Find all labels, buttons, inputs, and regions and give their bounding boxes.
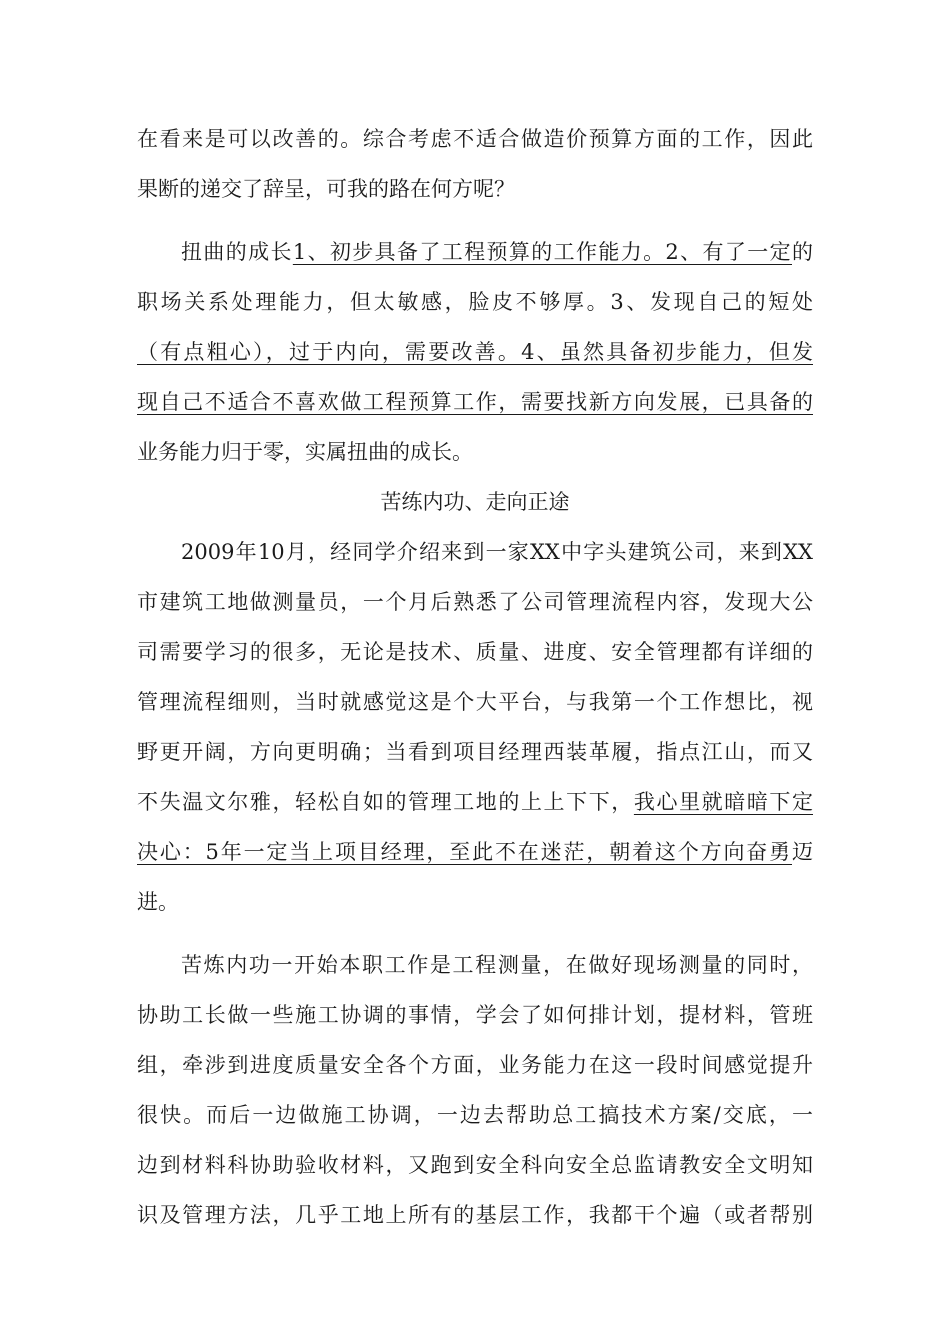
text-line: 业务能力归于零，实属扭曲的成长。 (137, 440, 473, 464)
text-line: 司需要学习的很多，无论是技术、质量、进度、安全管理都有详细的 (137, 640, 813, 664)
underlined-text: 1、初步具备了工程预算的工作能力。2、有了一定 (292, 240, 792, 264)
text-line: 组，牵涉到进度质量安全各个方面，业务能力在这一段时间感觉提升 (137, 1053, 813, 1077)
underlined-text: 现自己不适合不喜欢做工程预算工作，需要找新方向发展，已具备的 (137, 390, 813, 414)
section-heading: 苦练内功、走向正途 (380, 490, 570, 514)
text-span: 的 (792, 240, 813, 264)
text-line: 协助工长做一些施工协调的事情，学会了如何排计划，提材料，管班 (137, 1003, 813, 1027)
text-line (137, 327, 813, 377)
text-span: 不失温文尔雅，轻松自如的管理工地的上上下下， (137, 790, 634, 814)
text-line (137, 827, 813, 877)
underlined-text: 我心里就暗暗下定 (633, 790, 813, 814)
text-line: 管理流程细则，当时就感觉这是个大平台，与我第一个工作想比，视 (137, 690, 813, 714)
text-line: 在看来是可以改善的。综合考虑不适合做造价预算方面的工作，因此 (137, 127, 813, 151)
text-line (137, 377, 813, 427)
text-line: 边到材料科协助验收材料，又跑到安全科向安全总监请教安全文明知 (137, 1153, 813, 1177)
text-span: 迈 (792, 840, 813, 864)
text-line: 识及管理方法，几乎工地上所有的基层工作，我都干个遍（或者帮别 (137, 1203, 813, 1227)
text-line: 野更开阔，方向更明确；当看到项目经理西装革履，指点江山，而又 (137, 740, 813, 764)
underlined-text: 决心：5年一定当上项目经理，至此不在迷茫，朝着这个方向奋勇 (137, 840, 792, 864)
paragraph-twisted-growth (137, 227, 813, 477)
text-line (137, 227, 813, 277)
paragraph-continuation (137, 114, 813, 214)
text-span: 扭曲的成长 (181, 240, 293, 264)
text-line: 市建筑工地做测量员，一个月后熟悉了公司管理流程内容，发现大公 (137, 590, 813, 614)
text-line: 2009年10月，经同学介绍来到一家XX中字头建筑公司，来到XX (181, 540, 813, 564)
text-line: 很快。而后一边做施工协调，一边去帮助总工搞技术方案/交底，一 (137, 1103, 813, 1127)
underlined-text: （有点粗心），过于内向，需要改善。4、虽然具备初步能力，但发 (137, 340, 813, 364)
text-line: 苦炼内功一开始本职工作是工程测量，在做好现场测量的同时， (181, 953, 813, 977)
paragraph-career-start (137, 527, 813, 927)
text-line: 果断的递交了辞呈，可我的路在何方呢？ (137, 177, 515, 201)
text-line (137, 777, 813, 827)
text-line: 进。 (137, 890, 179, 914)
document-page (137, 114, 813, 1240)
text-line: 职场关系处理能力，但太敏感，脸皮不够厚。3、发现自己的短处 (137, 290, 813, 314)
paragraph-inner-training (137, 940, 813, 1240)
